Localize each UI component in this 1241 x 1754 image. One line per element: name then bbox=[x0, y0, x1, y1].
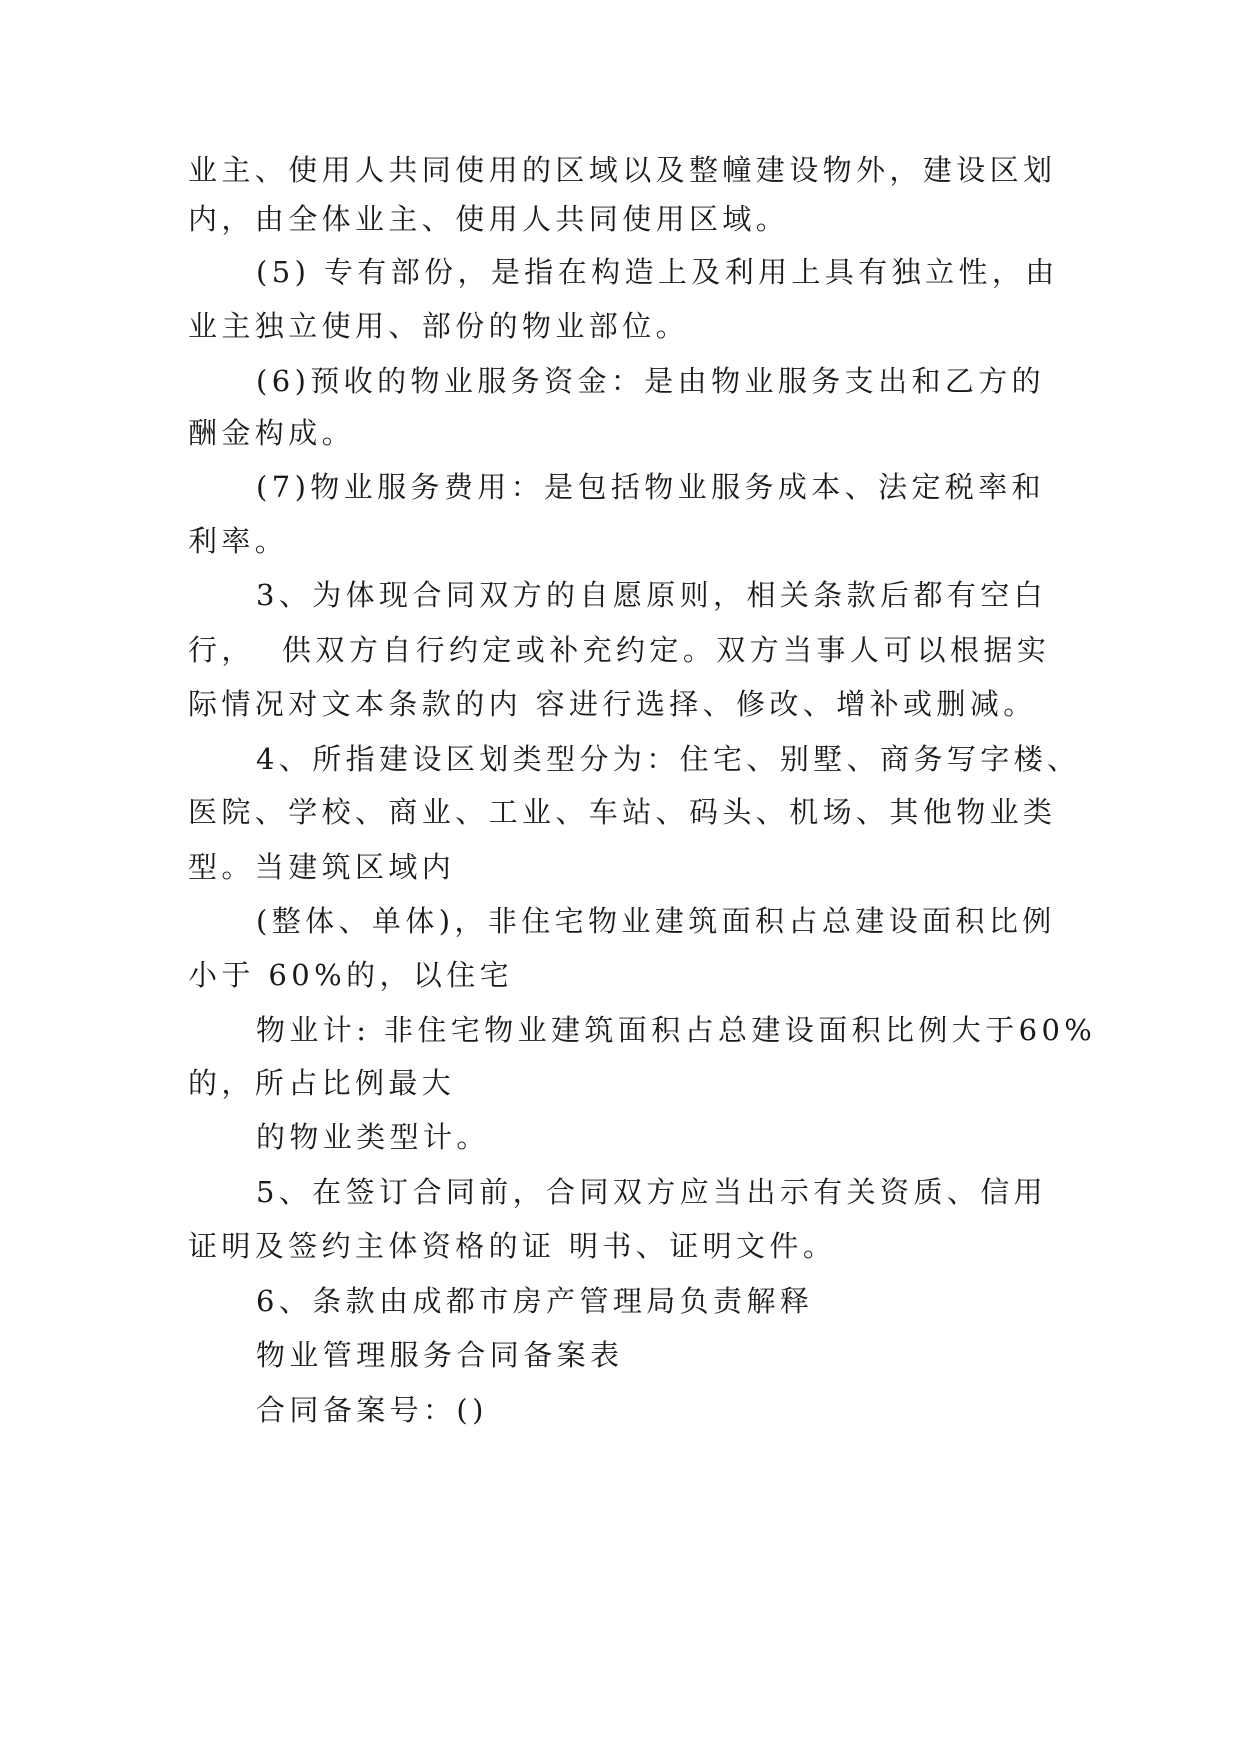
text-line-5: (6)预收的物业服务资金：是由物业服务支出和乙方的 bbox=[256, 364, 1046, 398]
text-line-1: 业主、使用人共同使用的区域以及整幢建设物外，建设区划 bbox=[188, 153, 1057, 187]
text-line-6: 酬金构成。 bbox=[188, 416, 356, 450]
text-line-22: 6、条款由成都市房产管理局负责解释 bbox=[256, 1284, 814, 1318]
text-line-24: 合同备案号：() bbox=[256, 1393, 488, 1427]
text-line-8: 利率。 bbox=[188, 524, 289, 558]
text-line-9: 3、为体现合同双方的自愿原则，相关条款后都有空白 bbox=[256, 578, 1048, 612]
text-line-12: 4、所指建设区划类型分为：住宅、别墅、商务写字楼、 bbox=[256, 742, 1081, 776]
text-line-2: 内，由全体业主、使用人共同使用区域。 bbox=[188, 202, 790, 236]
text-line-14: 型。当建筑区域内 bbox=[188, 850, 456, 884]
text-line-7: (7)物业服务费用：是包括物业服务成本、法定税率和 bbox=[256, 470, 1046, 504]
text-line-19: 的物业类型计。 bbox=[256, 1120, 490, 1154]
text-line-10: 行， 供双方自行约定或补充约定。双方当事人可以根据实 bbox=[188, 633, 1051, 667]
text-line-23: 物业管理服务合同备案表 bbox=[256, 1338, 624, 1372]
text-line-18: 的，所占比例最大 bbox=[188, 1066, 456, 1100]
text-line-3: (5) 专有部份，是指在构造上及利用上具有独立性，由 bbox=[256, 255, 1059, 289]
text-line-16: 小于 60%的，以住宅 bbox=[188, 958, 514, 992]
text-line-21: 证明及签约主体资格的证 明书、证明文件。 bbox=[188, 1229, 837, 1263]
text-line-20: 5、在签订合同前，合同双方应当出示有关资质、信用 bbox=[256, 1175, 1048, 1209]
text-line-11: 际情况对文本条款的内 容进行选择、修改、增补或删减。 bbox=[188, 687, 1037, 721]
text-line-17: 物业计: 非住宅物业建筑面积占总建设面积比例大于60% bbox=[256, 1013, 1097, 1047]
text-line-13: 医院、学校、商业、工业、车站、码头、机场、其他物业类 bbox=[188, 795, 1057, 829]
text-line-4: 业主独立使用、部份的物业部位。 bbox=[188, 309, 690, 343]
text-line-15: (整体、单体)，非住宅物业建筑面积占总建设面积比例 bbox=[256, 904, 1056, 938]
